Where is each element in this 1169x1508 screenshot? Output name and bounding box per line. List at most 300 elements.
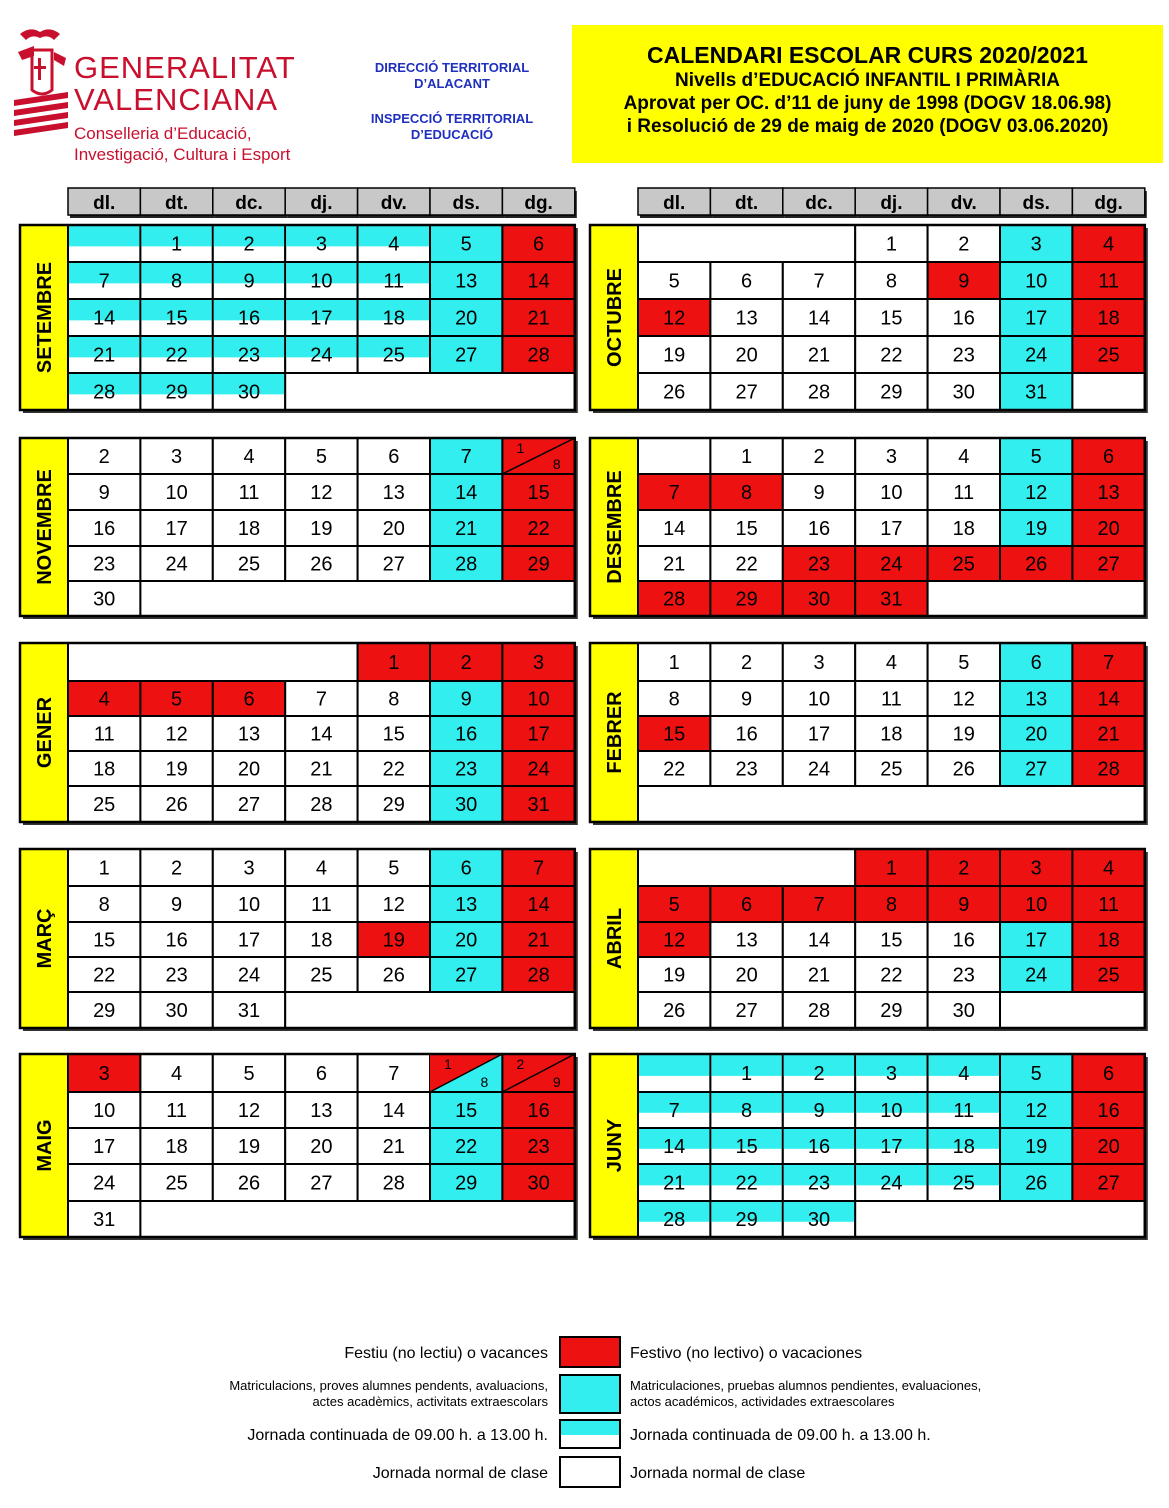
weekday-header: dc. (805, 193, 833, 214)
month-name: NOVEMBRE (34, 469, 56, 585)
day-number: 23 (237, 344, 261, 367)
weekday-header: dc. (235, 193, 263, 214)
day-number: 14 (455, 482, 478, 504)
legend-item-continuada (247, 1420, 930, 1448)
day-number: 20 (735, 344, 758, 367)
day-number: 29 (455, 1172, 478, 1195)
day-number: 18 (880, 723, 903, 746)
day-number: 21 (807, 964, 831, 987)
month-name: FEBRER (604, 691, 626, 774)
day-number: 20 (455, 929, 478, 952)
day-number: 10 (1025, 894, 1048, 916)
logo-line-3: Conselleria d’Educació, (74, 124, 252, 143)
day-number: 1 (741, 446, 753, 468)
day-number: 27 (237, 794, 261, 816)
weekday-header: dj. (310, 193, 333, 214)
day-number: 20 (735, 964, 758, 987)
legend-item-festiu (344, 1337, 862, 1367)
day-number: 9 (171, 894, 183, 916)
day-number: 20 (237, 758, 261, 781)
day-number: 11 (238, 482, 260, 504)
day-number: 23 (807, 553, 831, 576)
day-number: 18 (952, 518, 975, 540)
day-number: 8 (668, 688, 680, 711)
day-number: 27 (382, 553, 405, 576)
day-number: 21 (382, 1136, 405, 1158)
day-number: 30 (455, 794, 478, 816)
day-number: 11 (93, 723, 115, 746)
month-name: DESEMBRE (604, 470, 626, 584)
day-number: 30 (952, 381, 975, 404)
day-number: 26 (1025, 553, 1048, 576)
day-number: 2 (460, 652, 472, 674)
month-name: ABRIL (604, 907, 626, 970)
day-number: 26 (663, 381, 686, 404)
day-number: 31 (93, 1209, 116, 1231)
day-number: 14 (807, 307, 831, 330)
logo-line-2: VALENCIANA (74, 82, 279, 117)
day-number: 2 (741, 652, 753, 674)
day-number: 30 (527, 1172, 550, 1195)
day-number: 24 (807, 758, 831, 781)
weekday-header: dt. (164, 193, 189, 214)
day-number: 10 (807, 688, 831, 711)
day-number: 16 (807, 518, 831, 540)
day-number: 22 (165, 344, 188, 367)
day-number: 17 (165, 518, 188, 540)
weekday-header: dg. (524, 193, 553, 214)
day-number: 16 (455, 723, 478, 746)
day-number: 16 (237, 307, 261, 330)
day-number: 14 (93, 307, 116, 330)
office-line-4: D’EDUCACIÓ (410, 127, 494, 142)
day-number: 4 (388, 233, 400, 256)
day-number: 30 (952, 1000, 975, 1022)
weekday-header: ds. (1022, 193, 1050, 214)
day-number: 12 (663, 929, 686, 952)
day-number: 31 (237, 1000, 261, 1022)
day-number: 2 (813, 446, 825, 468)
day-number: 7 (668, 1100, 680, 1122)
day-number: 19 (1025, 518, 1048, 540)
weekday-header: dv. (950, 193, 977, 214)
day-number: 5 (171, 688, 183, 711)
day-number: 23 (93, 553, 116, 576)
day-number: 25 (165, 1172, 188, 1195)
day-number: 6 (388, 446, 400, 468)
day-number: 18 (310, 929, 333, 952)
day-number: 15 (165, 307, 188, 330)
day-number: 23 (527, 1136, 550, 1158)
day-number: 29 (93, 1000, 116, 1022)
day-number: 8 (171, 270, 183, 293)
day-number: 11 (383, 270, 405, 293)
day-number: 24 (165, 553, 188, 576)
day-number: 25 (237, 553, 261, 576)
day-number: 25 (382, 344, 405, 367)
legend-label-val: Jornada normal de clase (372, 1465, 548, 1482)
day-number: 5 (1030, 1063, 1042, 1085)
day-number: 22 (382, 758, 405, 781)
day-number: 8 (98, 894, 110, 916)
day-number: 17 (237, 929, 261, 952)
day-number: 5 (1030, 446, 1042, 468)
day-number: 1 (741, 1063, 753, 1085)
day-number: 16 (735, 723, 758, 746)
day-number: 25 (1097, 344, 1120, 367)
day-number: 12 (382, 894, 405, 916)
day-number: 3 (243, 857, 255, 880)
day-number: 27 (1097, 1172, 1120, 1195)
day-number: 21 (455, 518, 478, 540)
day-number: 27 (1097, 553, 1120, 576)
weekday-header: dt. (734, 193, 759, 214)
empty-cell (285, 373, 575, 410)
day-number: 31 (1025, 381, 1048, 404)
month-block-octubre (590, 225, 1148, 413)
legend-item-normal (373, 1457, 806, 1487)
day-number: 26 (237, 1172, 261, 1195)
day-number: 18 (952, 1136, 975, 1158)
day-number: 23 (455, 758, 478, 781)
logo-line-1: GENERALITAT (74, 50, 296, 85)
empty-cell (638, 786, 1145, 822)
day-number: 13 (455, 270, 478, 293)
day-number: 31 (880, 588, 903, 611)
day-number: 26 (952, 758, 975, 781)
day-number: 12 (237, 1100, 261, 1122)
day-number: 21 (807, 344, 831, 367)
day-number: 28 (310, 794, 333, 816)
day-number: 3 (885, 1063, 897, 1085)
legend-label-cas: Jornada continuada de 09.00 h. a 13.00 h. (630, 1427, 931, 1444)
day-number: 22 (735, 553, 758, 576)
day-number: 25 (93, 794, 116, 816)
day-number: 7 (388, 1063, 400, 1085)
day-number: 10 (310, 270, 333, 293)
day-number: 24 (880, 553, 903, 576)
day-number: 17 (807, 723, 831, 746)
logo-line-4: Investigació, Cultura i Esport (74, 145, 291, 164)
day-number: 13 (382, 482, 405, 504)
day-number: 18 (382, 307, 405, 330)
day-number: 16 (93, 518, 116, 540)
day-number: 24 (237, 964, 261, 987)
month-block-juny (590, 1054, 1148, 1240)
month-block-febrer (590, 643, 1148, 825)
legend-label-val: Jornada continuada de 09.00 h. a 13.00 h. (247, 1427, 548, 1444)
day-number: 6 (315, 1063, 327, 1085)
day-number: 10 (237, 894, 261, 916)
day-number: 22 (735, 1172, 758, 1195)
day-number: 14 (527, 270, 550, 293)
day-number: 27 (735, 1000, 758, 1022)
day-number: 26 (310, 553, 333, 576)
day-number: 6 (533, 233, 545, 256)
day-number: 3 (533, 652, 545, 674)
day-number: 13 (735, 307, 758, 330)
day-number: 4 (1103, 233, 1115, 256)
day-number: 7 (533, 857, 545, 880)
day-number: 11 (881, 688, 902, 711)
day-number: 7 (813, 894, 825, 916)
day-number: 7 (813, 270, 825, 293)
day-number: 5 (243, 1063, 255, 1085)
day-number: 10 (1025, 270, 1048, 293)
day-number: 9 (98, 482, 110, 504)
day-number: 12 (663, 307, 686, 330)
day-number: 21 (663, 553, 686, 576)
empty-cell (1000, 992, 1145, 1028)
day-number: 23 (165, 964, 188, 987)
day-number: 13 (455, 894, 478, 916)
day-number: 7 (98, 270, 110, 293)
day-number: 7 (460, 446, 472, 468)
legend-label-cas: Jornada normal de clase (630, 1465, 806, 1482)
day-number: 11 (953, 1100, 975, 1122)
month-block-març (20, 849, 578, 1031)
day-number: 14 (310, 723, 333, 746)
day-number: 9 (741, 688, 753, 711)
day-number: 24 (1025, 964, 1048, 987)
month-name: GENER (34, 696, 56, 769)
day-number: 22 (663, 758, 686, 781)
day-number: 20 (1097, 518, 1120, 540)
day-number: 27 (455, 344, 478, 367)
day-number: 15 (93, 929, 116, 952)
day-number: 1 (171, 233, 183, 256)
day-number: 19 (663, 344, 686, 367)
day-number: 17 (310, 307, 333, 330)
day-number: 3 (98, 1063, 110, 1085)
day-number: 17 (527, 723, 550, 746)
day-number: 13 (237, 723, 261, 746)
empty-cell (928, 581, 1145, 616)
day-number: 23 (807, 1172, 831, 1195)
day-number: 3 (171, 446, 183, 468)
legend-label-val: Matriculacions, proves alumnes pendents, avaluacions, (229, 1378, 548, 1393)
legend-swatch (560, 1375, 620, 1413)
day-number: 7 (668, 482, 680, 504)
day-number: 30 (237, 381, 261, 404)
month-block-setembre (20, 225, 578, 413)
day-number: 11 (1098, 894, 1119, 916)
day-number: 8 (885, 270, 897, 293)
day-number: 22 (880, 344, 903, 367)
day-number: 25 (1097, 964, 1120, 987)
day-number: 4 (171, 1063, 183, 1085)
day-number: 10 (165, 482, 188, 504)
day-number: 20 (1097, 1136, 1120, 1158)
day-number: 18 (237, 518, 261, 540)
month-block-abril (590, 849, 1148, 1031)
day-number: 9 (958, 270, 970, 293)
day-number: 14 (663, 518, 686, 540)
day-number: 6 (1103, 1063, 1115, 1085)
day-number: 1 (885, 857, 897, 880)
day-number: 31 (527, 794, 550, 816)
day-number: 24 (310, 344, 333, 367)
day-number: 19 (1025, 1136, 1048, 1158)
day-number: 16 (952, 307, 975, 330)
day-number: 5 (315, 446, 327, 468)
month-block-maig (20, 1054, 578, 1240)
day-number: 24 (93, 1172, 116, 1195)
day-number: 1 (444, 1056, 452, 1072)
day-number: 25 (310, 964, 333, 987)
day-number: 6 (1103, 446, 1115, 468)
day-cell (1072, 373, 1144, 410)
day-number: 23 (735, 758, 758, 781)
day-number: 19 (382, 929, 405, 952)
day-number: 21 (1097, 723, 1120, 746)
day-number: 22 (93, 964, 116, 987)
day-number: 25 (880, 758, 903, 781)
day-number: 5 (668, 270, 680, 293)
day-number: 28 (455, 553, 478, 576)
day-number: 13 (1025, 688, 1048, 711)
day-number: 24 (880, 1172, 903, 1195)
day-number: 2 (171, 857, 183, 880)
day-number: 8 (552, 456, 561, 472)
weekday-header: dl. (93, 193, 116, 214)
day-number: 18 (1097, 929, 1120, 952)
empty-cell (140, 581, 574, 616)
day-number: 11 (166, 1100, 187, 1122)
continuous-band (639, 1055, 709, 1076)
day-number: 10 (880, 1100, 903, 1122)
day-number: 14 (527, 894, 550, 916)
day-number: 14 (1097, 688, 1120, 711)
day-number: 22 (880, 964, 903, 987)
day-number: 17 (1025, 307, 1048, 330)
empty-cell (638, 438, 710, 474)
day-number: 4 (1103, 857, 1115, 880)
day-number: 20 (455, 307, 478, 330)
day-number: 11 (953, 482, 975, 504)
day-number: 6 (741, 270, 753, 293)
day-number: 9 (460, 688, 472, 711)
day-number: 19 (165, 758, 188, 781)
day-number: 8 (741, 482, 753, 504)
day-number: 4 (958, 446, 970, 468)
day-number: 28 (382, 1172, 405, 1195)
legend-label-val: actes acadèmics, activitats extraescolars (312, 1394, 548, 1409)
day-number: 12 (1025, 482, 1048, 504)
day-number: 25 (952, 1172, 975, 1195)
day-number: 9 (813, 482, 825, 504)
day-number: 15 (663, 723, 686, 746)
day-number: 27 (735, 381, 758, 404)
day-number: 5 (388, 857, 400, 880)
day-number: 19 (663, 964, 686, 987)
day-number: 27 (1025, 758, 1048, 781)
day-number: 29 (880, 1000, 903, 1022)
office-line-3: INSPECCIÓ TERRITORIAL (370, 111, 534, 126)
day-number: 3 (813, 652, 825, 674)
day-number: 28 (807, 1000, 831, 1022)
day-number: 17 (93, 1136, 116, 1158)
legend-label-cas: actos académicos, actividades extraescolares (630, 1394, 895, 1409)
title-line-1: CALENDARI ESCOLAR CURS 2020/2021 (647, 42, 1088, 68)
day-number: 22 (455, 1136, 478, 1158)
day-number: 11 (311, 894, 332, 916)
day-number: 12 (310, 482, 333, 504)
day-number: 26 (382, 964, 405, 987)
month-block-gener (20, 643, 578, 825)
day-number: 30 (807, 588, 831, 611)
day-number: 16 (952, 929, 975, 952)
day-number: 12 (952, 688, 975, 711)
month-name: OCTUBRE (604, 268, 626, 367)
weekday-header: dj. (880, 193, 903, 214)
day-number: 21 (310, 758, 333, 781)
day-number: 2 (813, 1063, 825, 1085)
day-number: 16 (527, 1100, 550, 1122)
legend-label-val: Festiu (no lectiu) o vacances (344, 1345, 548, 1362)
day-number: 18 (1097, 307, 1120, 330)
day-number: 12 (165, 723, 188, 746)
day-number: 15 (880, 929, 903, 952)
day-number: 1 (388, 652, 400, 674)
day-number: 29 (382, 794, 405, 816)
day-number: 18 (165, 1136, 188, 1158)
day-number: 8 (388, 688, 400, 711)
continuous-band (69, 226, 139, 246)
weekday-header: ds. (452, 193, 480, 214)
day-number: 29 (527, 553, 550, 576)
day-number: 9 (813, 1100, 825, 1122)
day-number: 13 (735, 929, 758, 952)
day-number: 15 (735, 518, 758, 540)
day-number: 8 (885, 894, 897, 916)
day-number: 29 (735, 1209, 758, 1231)
day-number: 3 (315, 233, 327, 256)
legend-swatch (560, 1337, 620, 1367)
day-number: 20 (1025, 723, 1048, 746)
day-number: 16 (165, 929, 188, 952)
day-number: 1 (668, 652, 680, 674)
day-number: 2 (516, 1056, 525, 1072)
day-number: 6 (243, 688, 255, 711)
day-number: 20 (382, 518, 405, 540)
month-name: MAIG (34, 1119, 56, 1172)
day-number: 6 (460, 857, 472, 880)
legend-item-lectiu_especial (229, 1375, 981, 1413)
day-number: 28 (93, 381, 116, 404)
empty-cell (638, 225, 855, 262)
day-number: 22 (527, 518, 550, 540)
day-number: 28 (1097, 758, 1120, 781)
empty-cell (285, 992, 575, 1028)
day-number: 28 (527, 344, 550, 367)
office-line-1: DIRECCIÓ TERRITORIAL (374, 60, 530, 75)
day-number: 15 (527, 482, 550, 504)
day-number: 15 (455, 1100, 478, 1122)
day-number: 9 (958, 894, 970, 916)
day-number: 4 (98, 688, 110, 711)
day-number: 6 (1030, 652, 1042, 674)
day-number: 26 (1025, 1172, 1048, 1195)
day-number: 13 (1097, 482, 1120, 504)
day-number: 18 (93, 758, 116, 781)
month-name: JUNY (604, 1118, 626, 1173)
day-number: 19 (310, 518, 333, 540)
day-number: 4 (885, 652, 897, 674)
day-number: 14 (382, 1100, 405, 1122)
day-number: 1 (516, 440, 525, 456)
day-number: 25 (952, 553, 975, 576)
